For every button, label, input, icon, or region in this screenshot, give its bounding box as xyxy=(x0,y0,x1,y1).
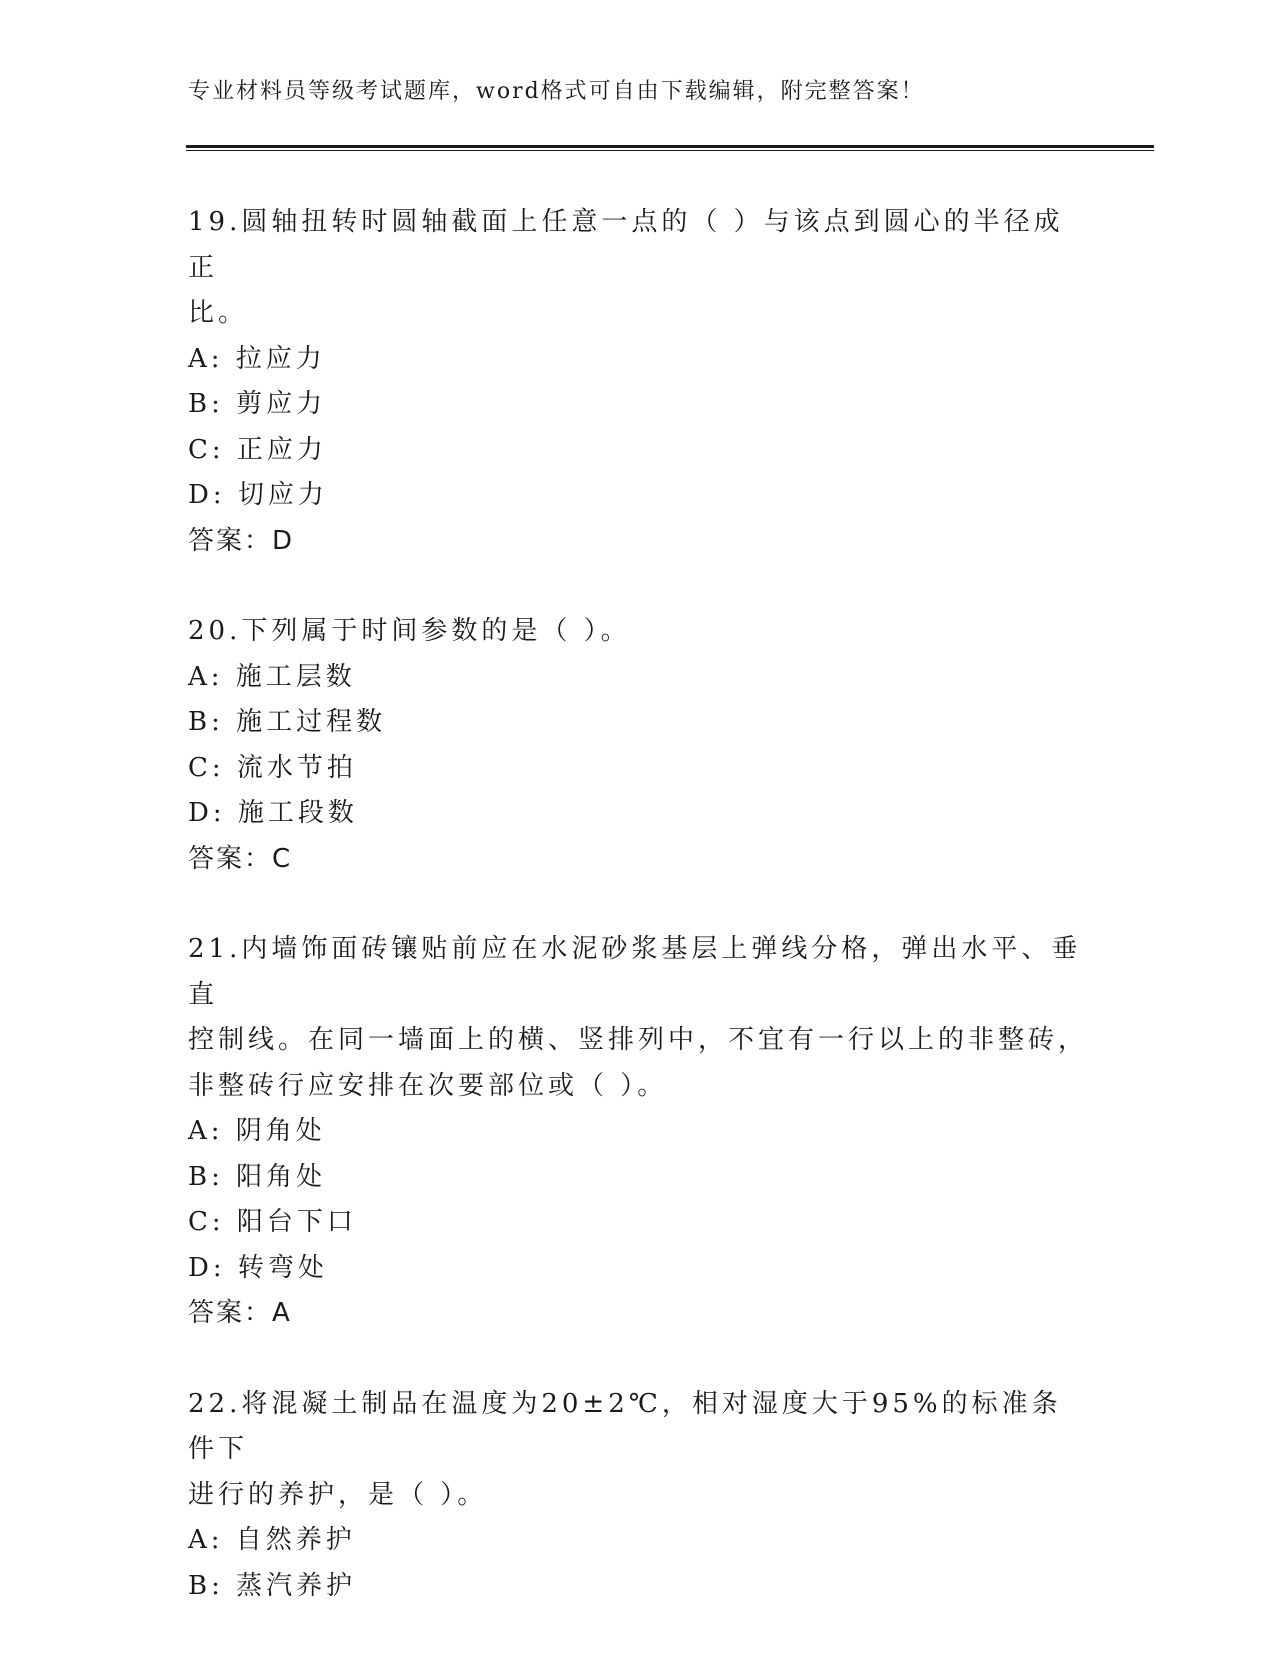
question-stem-line: 控制线。在同一墙面上的横、竖排列中，不宜有一行以上的非整砖， xyxy=(188,1025,1089,1055)
header-rule-thin xyxy=(186,150,1154,151)
question-stem-line: 19.圆轴扭转时圆轴截面上任意一点的（ ）与该点到圆心的半径成正 xyxy=(188,207,1064,283)
option-b: B: 剪应力 xyxy=(188,389,327,419)
question-stem-line: 进行的养护，是（ ）。 xyxy=(188,1479,488,1510)
option-c: C: 流水节拍 xyxy=(188,752,357,783)
header-rule-thick xyxy=(186,145,1154,148)
option-c: C: 正应力 xyxy=(188,434,327,465)
option-b: B: 施工过程数 xyxy=(188,707,387,737)
question-22 xyxy=(188,1382,1088,1610)
option-a: A: 施工层数 xyxy=(188,661,356,692)
question-21 xyxy=(188,927,1088,1337)
option-d: D: 转弯处 xyxy=(188,1252,328,1283)
answer-text: 答案：D xyxy=(188,525,295,556)
question-stem-line: 22.将混凝土制品在温度为20±2℃，相对湿度大于95%的标准条件下 xyxy=(188,1388,1062,1464)
question-19 xyxy=(188,200,1088,564)
option-a: A: 拉应力 xyxy=(188,343,326,374)
option-d: D: 切应力 xyxy=(188,480,328,510)
question-stem-line: 非整砖行应安排在次要部位或（ ）。 xyxy=(188,1070,668,1101)
page-header: 专业材料员等级考试题库，word格式可自由下载编辑，附完整答案！ xyxy=(188,79,925,104)
question-stem-line: 20.下列属于时间参数的是（ ）。 xyxy=(188,616,631,646)
question-stem-line: 21.内墙饰面砖镶贴前应在水泥砂浆基层上弹线分格，弹出水平、垂直 xyxy=(188,934,1082,1010)
option-a: A: 阴角处 xyxy=(188,1116,326,1146)
option-d: D: 施工段数 xyxy=(188,798,358,828)
answer-text: 答案：C xyxy=(188,843,293,874)
question-20 xyxy=(188,609,1088,882)
option-b: B: 阳角处 xyxy=(188,1161,327,1192)
answer-text: 答案：A xyxy=(188,1298,292,1328)
option-a: A: 自然养护 xyxy=(188,1525,356,1555)
question-stem-line: 比。 xyxy=(188,298,249,328)
option-b: B: 蒸汽养护 xyxy=(188,1570,357,1601)
question-list xyxy=(188,200,1088,1654)
option-c: C: 阳台下口 xyxy=(188,1207,357,1237)
